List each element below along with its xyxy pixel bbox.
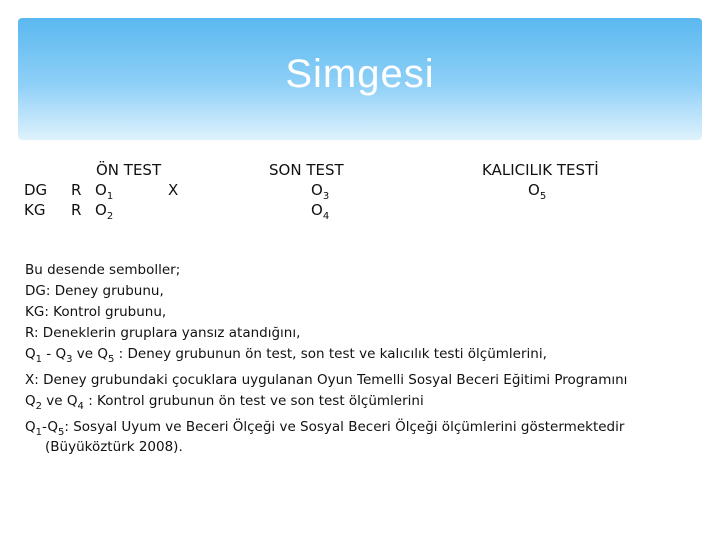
explanation-o135: $Q_1 - Q_3$ ve $Q_5$ : Deney grubunun ön test, son test ve kalıcılık testi ölçümlerini, xyxy=(25,346,547,365)
explanation-o15: $Q_1-Q_5$: Sosyal Uyum ve Beceri Ölçeği ve Sosyal Beceri Ölçeği ölçümlerini göstermektedir xyxy=(25,419,625,438)
explanation-kg: KG: Kontrol grubunu, xyxy=(25,304,167,320)
row-posttest-dg: $O_3$ xyxy=(311,181,330,202)
row-pretest-kg: $O_2$ xyxy=(95,201,114,222)
explanation-text xyxy=(25,260,705,458)
row-group-dg: DG xyxy=(24,181,48,199)
header-pretest: ÖN TEST xyxy=(96,161,162,179)
row-pretest-dg: $O_1$ xyxy=(95,181,114,202)
explanation-dg: DG: Deney grubunu, xyxy=(25,283,164,299)
explanation-x: X: Deney grubundaki çocuklara uygulanan Oyun Temelli Sosyal Beceri Eğitimi Programını xyxy=(25,372,628,388)
row-retention-dg: $O_5$ xyxy=(528,181,547,202)
row-group-kg: KG xyxy=(24,201,46,219)
explanation-intro: Bu desende semboller; xyxy=(25,262,181,278)
slide-title: Simgesi xyxy=(285,52,435,96)
row-random-kg: R xyxy=(71,201,82,219)
explanation-r: R: Deneklerin gruplara yansız atandığını, xyxy=(25,325,301,341)
header-posttest: SON TEST xyxy=(269,161,344,179)
row-random-dg: R xyxy=(71,181,82,199)
explanation-citation: (Büyüköztürk 2008). xyxy=(45,439,183,455)
row-posttest-kg: $O_4$ xyxy=(311,201,330,222)
header-retention: KALICILIK TESTİ xyxy=(482,161,599,179)
row-treatment-dg: X xyxy=(168,181,179,199)
explanation-o24: $Q_2$ ve $Q_4$ : Kontrol grubunun ön test ve son test ölçümlerini xyxy=(25,393,424,412)
